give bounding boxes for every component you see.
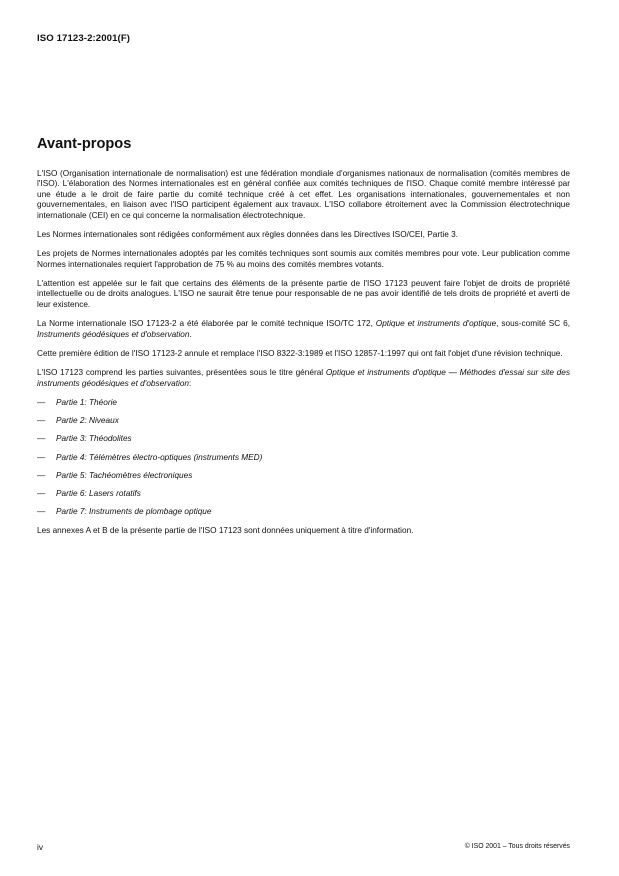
copyright-notice: © ISO 2001 – Tous droits réservés (464, 843, 570, 850)
dash-bullet: — (37, 470, 46, 480)
parts-list (37, 398, 570, 518)
dash-bullet: — (37, 416, 46, 426)
dash-bullet: — (37, 397, 46, 407)
dash-bullet: — (37, 489, 46, 498)
list-item (37, 471, 570, 481)
paragraph-iso-organisation: L'ISO (Organisation internationale de normalisation) est une fédération mondiale d'organismes nationaux de normalisation (comités membres de l'ISO). L'élaboration des Normes internationales est en général confiée aux comités techniques de l'ISO. Chaque comité membre intéressé par une étude a le droit de faire partie du comité technique créé à cet effet. Les organisations internationales, gouvernementales et non gouvernementales, en liaison avec l'ISO participent également aux travaux. L'ISO collabore étroitement avec la Commission électrotechnique internationale (CEI) en ce qui concerne la normalisation électrotechnique. (37, 169, 570, 220)
list-item (37, 434, 570, 444)
part-label: Partie 7: Instruments de plombage optique (56, 507, 212, 517)
paragraph-directives: Les Normes internationales sont rédigées conformément aux règles données dans les Directives ISO/CEI, Partie 3. (37, 230, 458, 240)
paragraph-prepared-by: La Norme internationale ISO 17123-2 a été élaborée par le comité technique ISO/TC 172, Optique et instruments d'optique, sous-comité SC 6, Instruments géodésiques et d'observation. (37, 319, 570, 339)
document-id-header: ISO 17123-2:2001(F) (37, 33, 131, 44)
paragraph-parts-intro: L'ISO 17123 comprend les parties suivantes, présentées sous le titre général Optique et instruments d'optique — Méthodes d'essai sur site des instruments géodésiques et d'observation: (37, 368, 570, 388)
dash-bullet: — (37, 434, 46, 444)
document-body (37, 169, 570, 545)
list-item (37, 416, 570, 426)
part-label: Partie 6: Lasers rotatifs (56, 489, 141, 498)
paragraph-annexes: Les annexes A et B de la présente partie de l'ISO 17123 sont données uniquement à titre d'information. (37, 526, 414, 536)
paragraph-patent-rights: L'attention est appelée sur le fait que certains des éléments de la présente partie de l'ISO 17123 peuvent faire l'objet de droits de propriété intellectuelle ou de droits analogues. L'ISO ne saurait être tenue pour responsable de ne pas avoir identifié de tels droits de propriété et averti de leur existence. (37, 279, 570, 309)
part-label: Partie 4: Télémètres électro-optiques (instruments MED) (56, 452, 263, 462)
list-item (37, 507, 570, 517)
list-item (37, 489, 570, 499)
paragraph-edition: Cette première édition de l'ISO 17123-2 annule et remplace l'ISO 8322-3:1989 et l'ISO 12857-1:1997 qui ont fait l'objet d'une révision technique. (37, 348, 563, 358)
paragraph-draft-standards: Les projets de Normes internationales adoptés par les comités techniques sont soumis aux comités membres pour vote. Leur publication comme Normes internationales requiert l'approbation de 75 % au moins des comités membres votants. (37, 249, 570, 269)
part-label: Partie 5: Tachéomètres électroniques (56, 470, 193, 480)
part-label: Partie 3: Théodolites (56, 434, 132, 444)
dash-bullet: — (37, 452, 46, 462)
part-label: Partie 2: Niveaux (56, 416, 119, 426)
list-item (37, 398, 570, 408)
part-label: Partie 1: Théorie (56, 397, 117, 407)
page-title: Avant-propos (37, 136, 132, 152)
page-number: iv (37, 842, 43, 852)
list-item (37, 453, 570, 463)
dash-bullet: — (37, 507, 46, 517)
